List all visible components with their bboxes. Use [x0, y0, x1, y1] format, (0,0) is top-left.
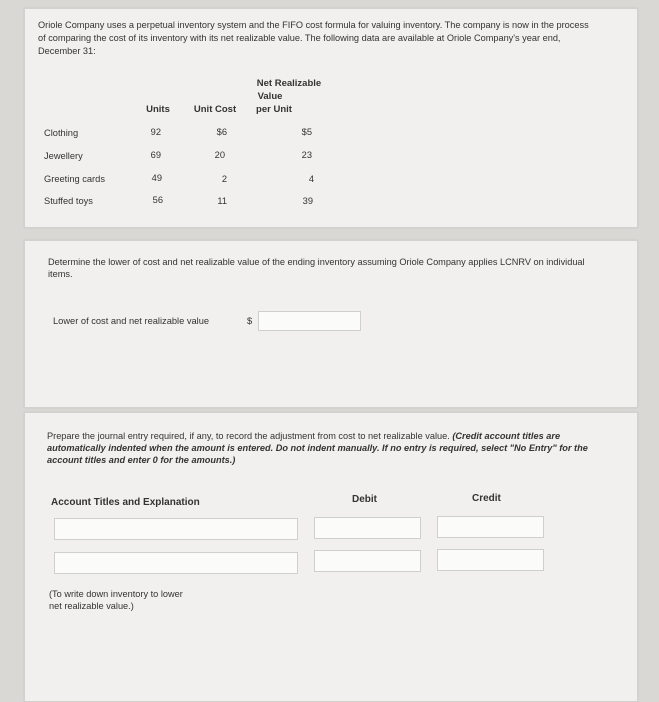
question-journal-text: Prepare the journal entry required, if any, to record the adjustment from cost to net realizable value. — [47, 431, 450, 441]
currency-symbol: $ — [247, 316, 253, 326]
row-nrv: $5 — [301, 127, 312, 137]
row-nrv: 4 — [308, 174, 314, 184]
question-lcnrv: Determine the lower of cost and net realizable value of the ending inventory assuming Oriole Company applies LCNRV on individual items. — [48, 257, 585, 279]
entry-explanation: (To write down inventory to lower net realizable value.) — [49, 589, 183, 611]
problem-intro: Oriole Company uses a perpetual inventory system and the FIFO cost formula for valuing inventory. The company is now in the process of comparing the cost of its inventory with its net realizable value. The following data are available at Oriole Company's year end, December 31: — [38, 20, 589, 56]
row-item: Clothing — [44, 128, 79, 138]
row-unit-cost: 20 — [214, 150, 225, 160]
header-nrv-line1: Net Realizable — [256, 78, 322, 89]
row-item: Jewellery — [44, 151, 83, 161]
journal-instructions: (Credit account titles are automatically indented when the amount is entered. Do not indent manually. If no entry is required, select "No Entry" for the account titles and enter 0 for the amounts.) — [47, 431, 588, 465]
row-unit-cost: $6 — [216, 127, 227, 137]
account-title-input[interactable] — [54, 518, 298, 540]
row-unit-cost: 2 — [221, 174, 227, 184]
row-nrv: 23 — [301, 150, 312, 160]
row-units: 69 — [150, 150, 161, 160]
header-nrv-line3: per Unit — [256, 104, 292, 115]
row-unit-cost: 11 — [217, 196, 227, 206]
header-unit-cost: Unit Cost — [193, 104, 237, 115]
row-units: 92 — [150, 127, 161, 137]
row-units: 49 — [151, 173, 162, 183]
question-journal — [47, 430, 592, 466]
row-units: 56 — [152, 195, 163, 205]
row-item: Stuffed toys — [44, 196, 93, 206]
credit-input[interactable] — [437, 516, 544, 538]
account-title-input[interactable] — [54, 552, 298, 574]
debit-input[interactable] — [314, 517, 421, 539]
header-units: Units — [146, 104, 170, 115]
debit-input[interactable] — [314, 550, 421, 572]
col-account-header: Account Titles and Explanation — [51, 497, 200, 508]
header-nrv-line2: Value — [257, 91, 283, 102]
row-nrv: 39 — [302, 196, 313, 206]
lcnrv-label: Lower of cost and net realizable value — [53, 316, 210, 326]
credit-input[interactable] — [437, 549, 544, 571]
col-credit-header: Credit — [472, 493, 501, 504]
col-debit-header: Debit — [352, 494, 377, 505]
row-item: Greeting cards — [44, 174, 105, 184]
lcnrv-input[interactable] — [258, 311, 361, 331]
